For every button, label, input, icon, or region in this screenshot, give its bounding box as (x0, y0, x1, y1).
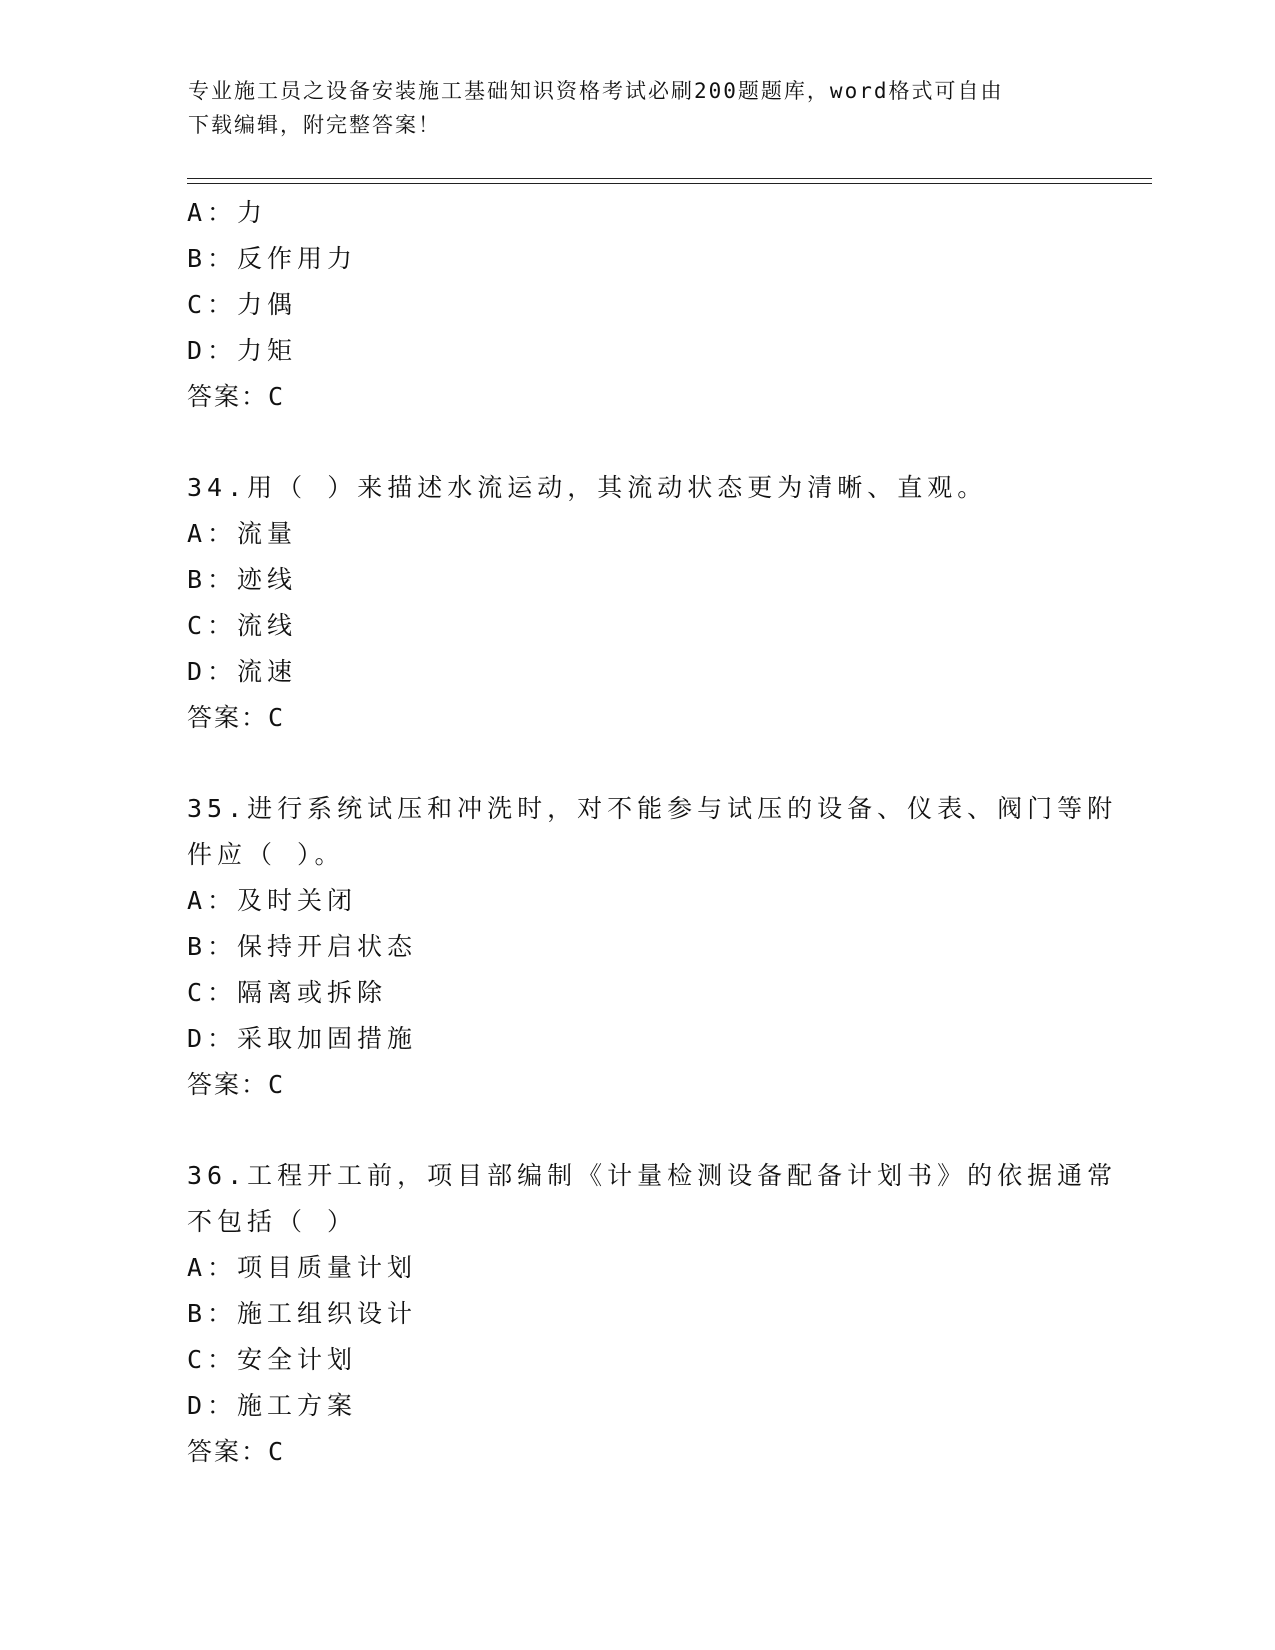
answer-label: 答案： (187, 382, 269, 411)
answer-label: 答案： (187, 1437, 269, 1466)
question-text: 34.用（ ）来描述水流运动，其流动状态更为清晰、直观。 (187, 473, 988, 502)
option-a: A：项目质量计划 (187, 1253, 418, 1282)
header-line-1: 专业施工员之设备安装施工基础知识资格考试必刷200题题库，word格式可自由 (188, 79, 1004, 103)
option-c: C：流线 (187, 611, 298, 640)
answer-value: C (268, 1070, 286, 1099)
question-36 (187, 1153, 1118, 1475)
option-c: C：力偶 (187, 290, 298, 319)
answer-label: 答案： (187, 1070, 269, 1099)
question-35 (187, 786, 1118, 1108)
header-divider-bottom (187, 183, 1152, 184)
option-d: D：流速 (187, 657, 298, 686)
option-b: B：保持开启状态 (187, 932, 418, 961)
document-header (188, 74, 1088, 142)
option-c: C：安全计划 (187, 1345, 358, 1374)
option-d: D：采取加固措施 (187, 1024, 418, 1053)
answer-line (187, 1429, 1087, 1475)
answer-line (187, 1062, 1087, 1108)
option-b: B：反作用力 (187, 244, 358, 273)
header-line-2: 下载编辑，附完整答案！ (188, 113, 441, 137)
header-divider-top (187, 178, 1152, 179)
question-34 (187, 465, 1087, 741)
question-list (187, 190, 1118, 1475)
option-d: D：施工方案 (187, 1391, 358, 1420)
option-d: D：力矩 (187, 336, 298, 365)
answer-value: C (268, 1437, 286, 1466)
question-33 (187, 190, 1087, 420)
answer-line (187, 374, 1087, 420)
answer-value: C (268, 382, 286, 411)
question-text-line-2: 不包括（ ） (187, 1207, 358, 1236)
question-text-line-2: 件应（ ）。 (187, 840, 345, 869)
option-a: A：流量 (187, 519, 298, 548)
question-text-line-1: 35.进行系统试压和冲洗时，对不能参与试压的设备、仪表、阀门等附 (187, 794, 1118, 823)
option-a: A：及时关闭 (187, 886, 358, 915)
option-a: A：力 (187, 198, 268, 227)
answer-label: 答案： (187, 703, 269, 732)
option-b: B：迹线 (187, 565, 298, 594)
answer-line (187, 695, 1087, 741)
option-c: C：隔离或拆除 (187, 978, 388, 1007)
answer-value: C (268, 703, 286, 732)
question-text-line-1: 36.工程开工前，项目部编制《计量检测设备配备计划书》的依据通常 (187, 1161, 1118, 1190)
option-b: B：施工组织设计 (187, 1299, 418, 1328)
